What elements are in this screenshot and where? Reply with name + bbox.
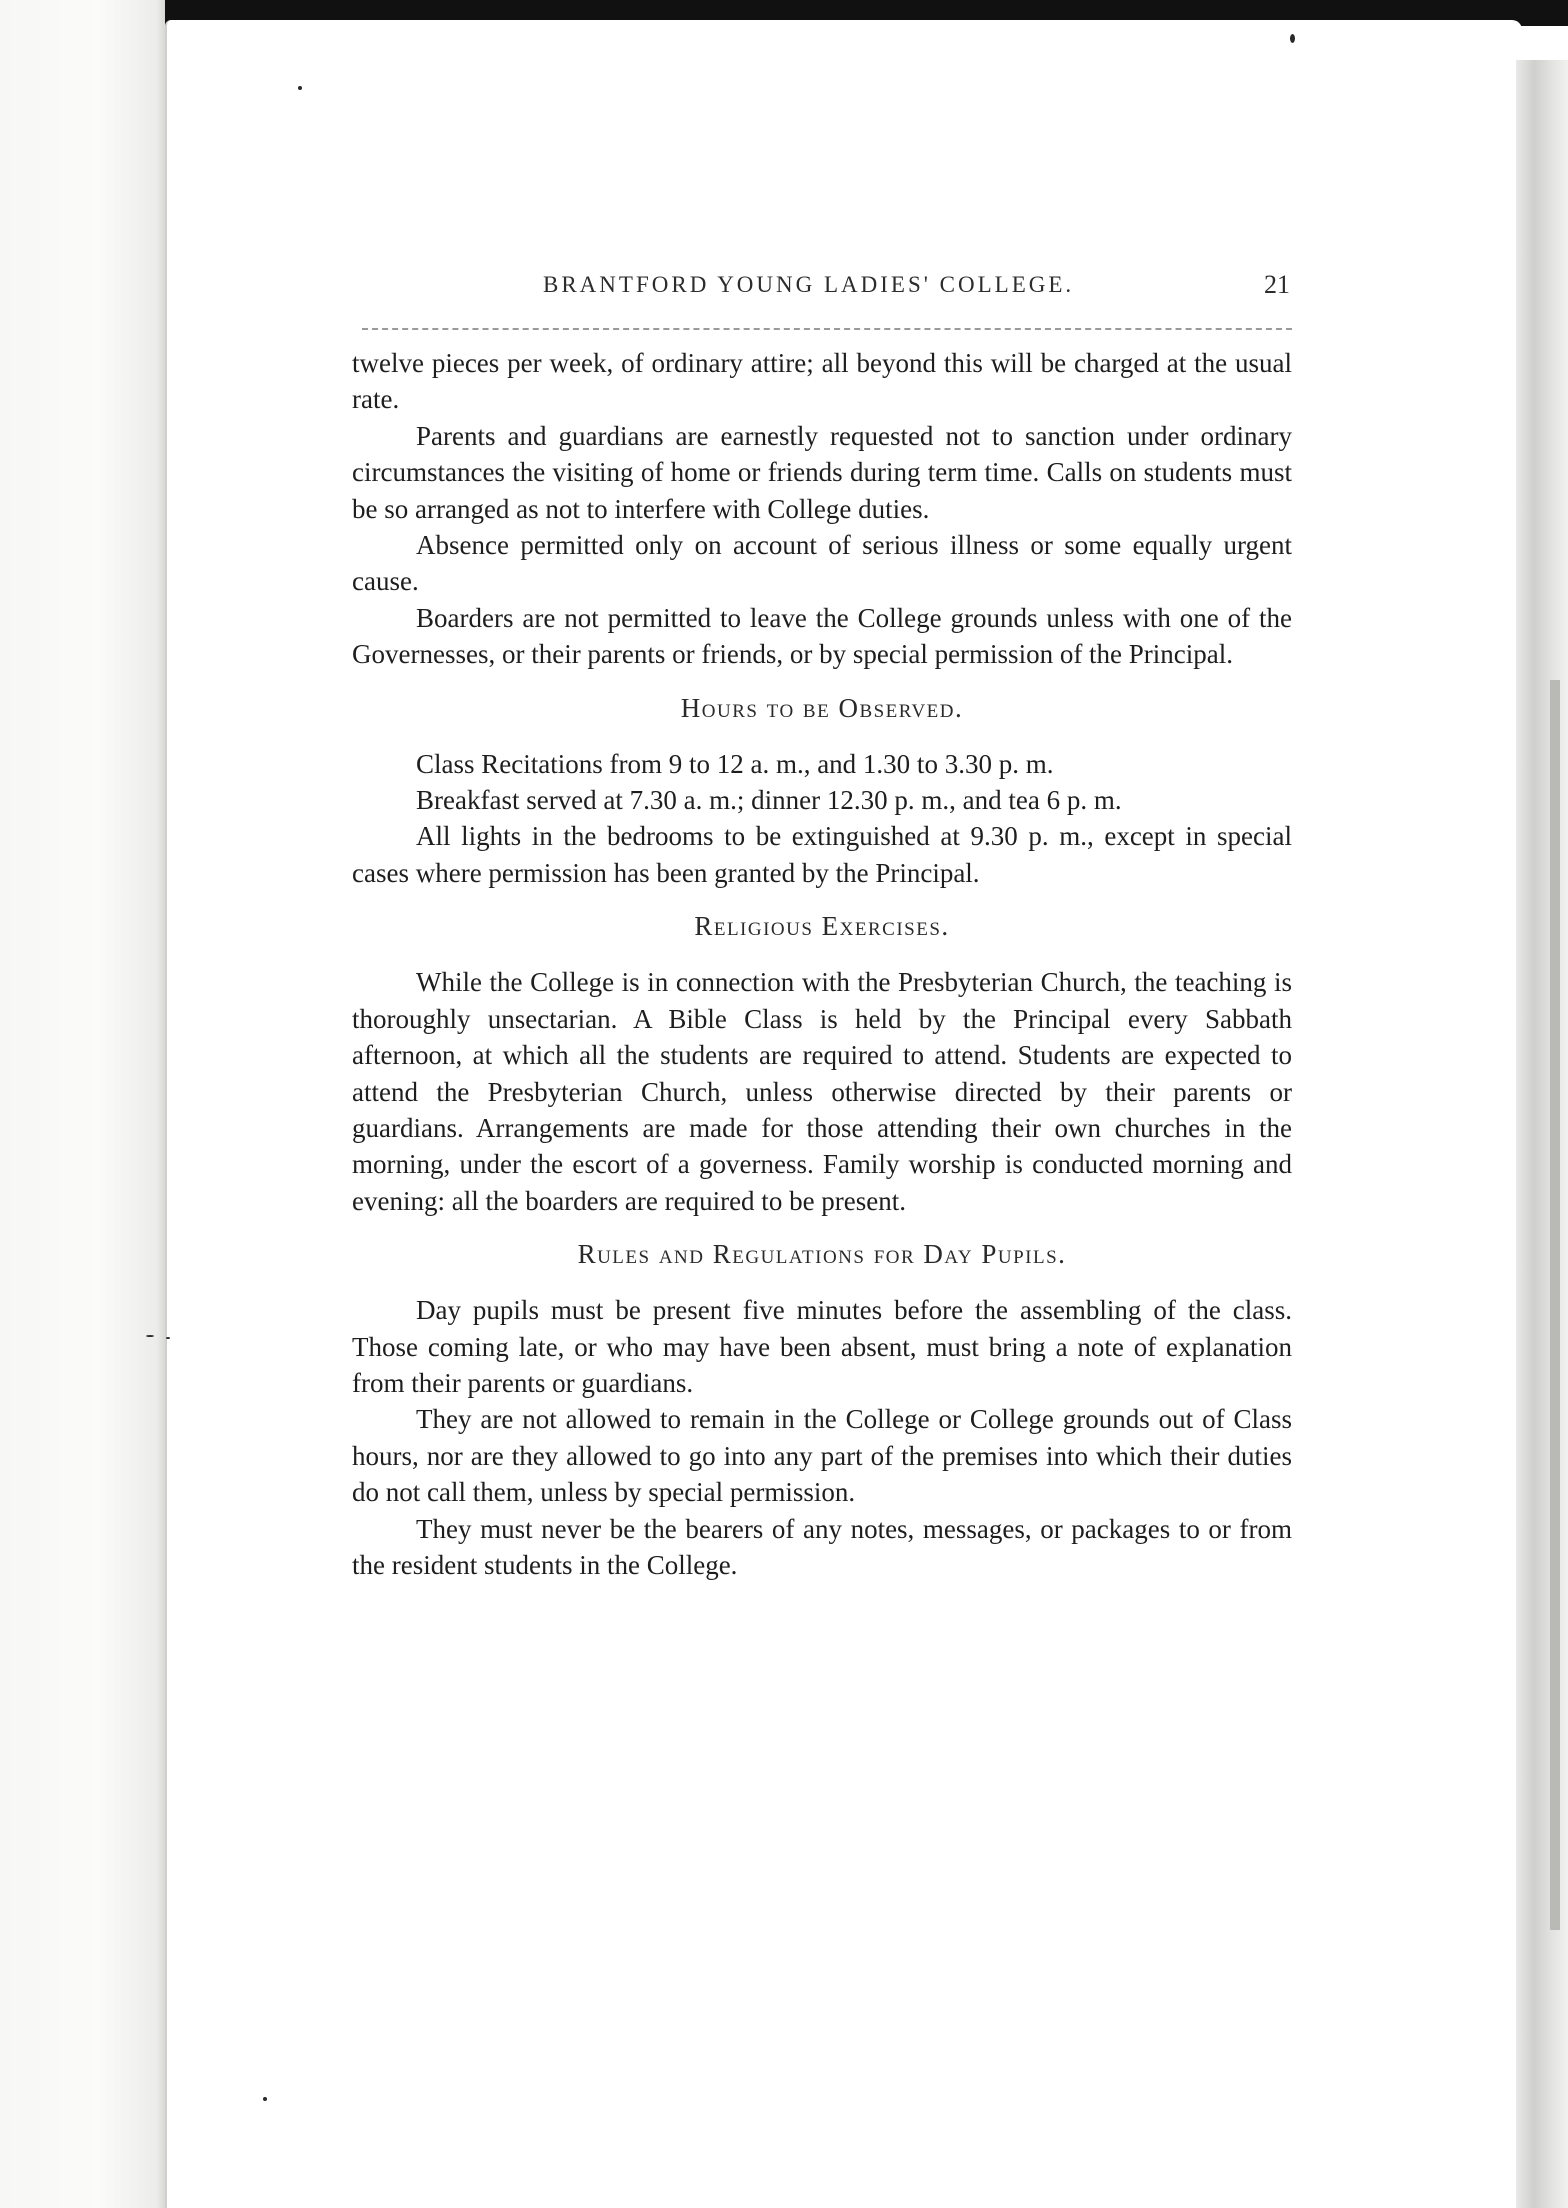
page-body <box>352 345 1292 1583</box>
paragraph: Parents and guardians are earnestly requested not to sanction under ordinary circumstances the visiting of home or friends during term time. Calls on students must be so arranged as not to interfere with College duties. <box>352 420 1292 524</box>
scan-speck <box>263 2097 267 2101</box>
paragraph: Class Recitations from 9 to 12 a. m., and 1.30 to 3.30 p. m. <box>416 748 1054 779</box>
running-head <box>360 270 1300 310</box>
paragraph: They must never be the bearers of any notes, messages, or packages to or from the resident students in the College. <box>352 1513 1292 1580</box>
scan-speck <box>146 1335 154 1337</box>
paragraph: Breakfast served at 7.30 a. m.; dinner 12.30 p. m., and tea 6 p. m. <box>416 785 1122 816</box>
page-fore-edge <box>1516 60 1568 2208</box>
paragraph: Day pupils must be present five minutes before the assembling of the class. Those coming late, or who may have been absent, must bring a note of explanation from their parents or guardians. <box>352 1295 1292 1398</box>
paragraph: They are not allowed to remain in the College or College grounds out of Class hours, nor are they allowed to go into any part of the premises into which their duties do not call them, unless by special permission. <box>352 1404 1292 1508</box>
section-heading-religious: Religious Exercises. <box>694 911 950 942</box>
section-heading-day-pupils: Rules and Regulations for Day Pupils. <box>577 1239 1067 1270</box>
paragraph: Absence permitted only on account of serious illness or some equally urgent cause. <box>352 530 1292 597</box>
header-rule <box>362 328 1292 330</box>
page-number: 21 <box>1264 270 1290 299</box>
scan-speck <box>1290 34 1295 43</box>
section-heading-hours: Hours to be Observed. <box>680 692 964 723</box>
page-fore-edge-shadow <box>1550 680 1560 1930</box>
paragraph: Boarders are not permitted to leave the College grounds unless with one of the Governesses, or their parents or friends, or by special permission of the Principal. <box>352 602 1292 670</box>
running-head-title: BRANTFORD YOUNG LADIES' COLLEGE. <box>543 272 1075 297</box>
paragraph: All lights in the bedrooms to be extinguished at 9.30 p. m., except in special cases where permission has been granted by the Principal. <box>352 821 1292 888</box>
facing-page-edge <box>0 0 165 2208</box>
scan-speck <box>166 1337 170 1339</box>
paragraph: While the College is in connection with the Presbyterian Church, the teaching is thoroughly unsectarian. A Bible Class is held by the Principal every Sabbath afternoon, at which all the students are required to attend. Students are expected to attend the Presbyterian Church, unless otherwise directed by their parents or guardians. Arrangements are made for those attending their own churches in the morning, under the escort of a governess. Family worship is conducted morning and evening: all the boarders are required to be present. <box>352 967 1292 1216</box>
paragraph: twelve pieces per week, of ordinary attire; all beyond this will be charged at the usual rate. <box>352 348 1292 415</box>
scan-speck <box>298 86 302 90</box>
